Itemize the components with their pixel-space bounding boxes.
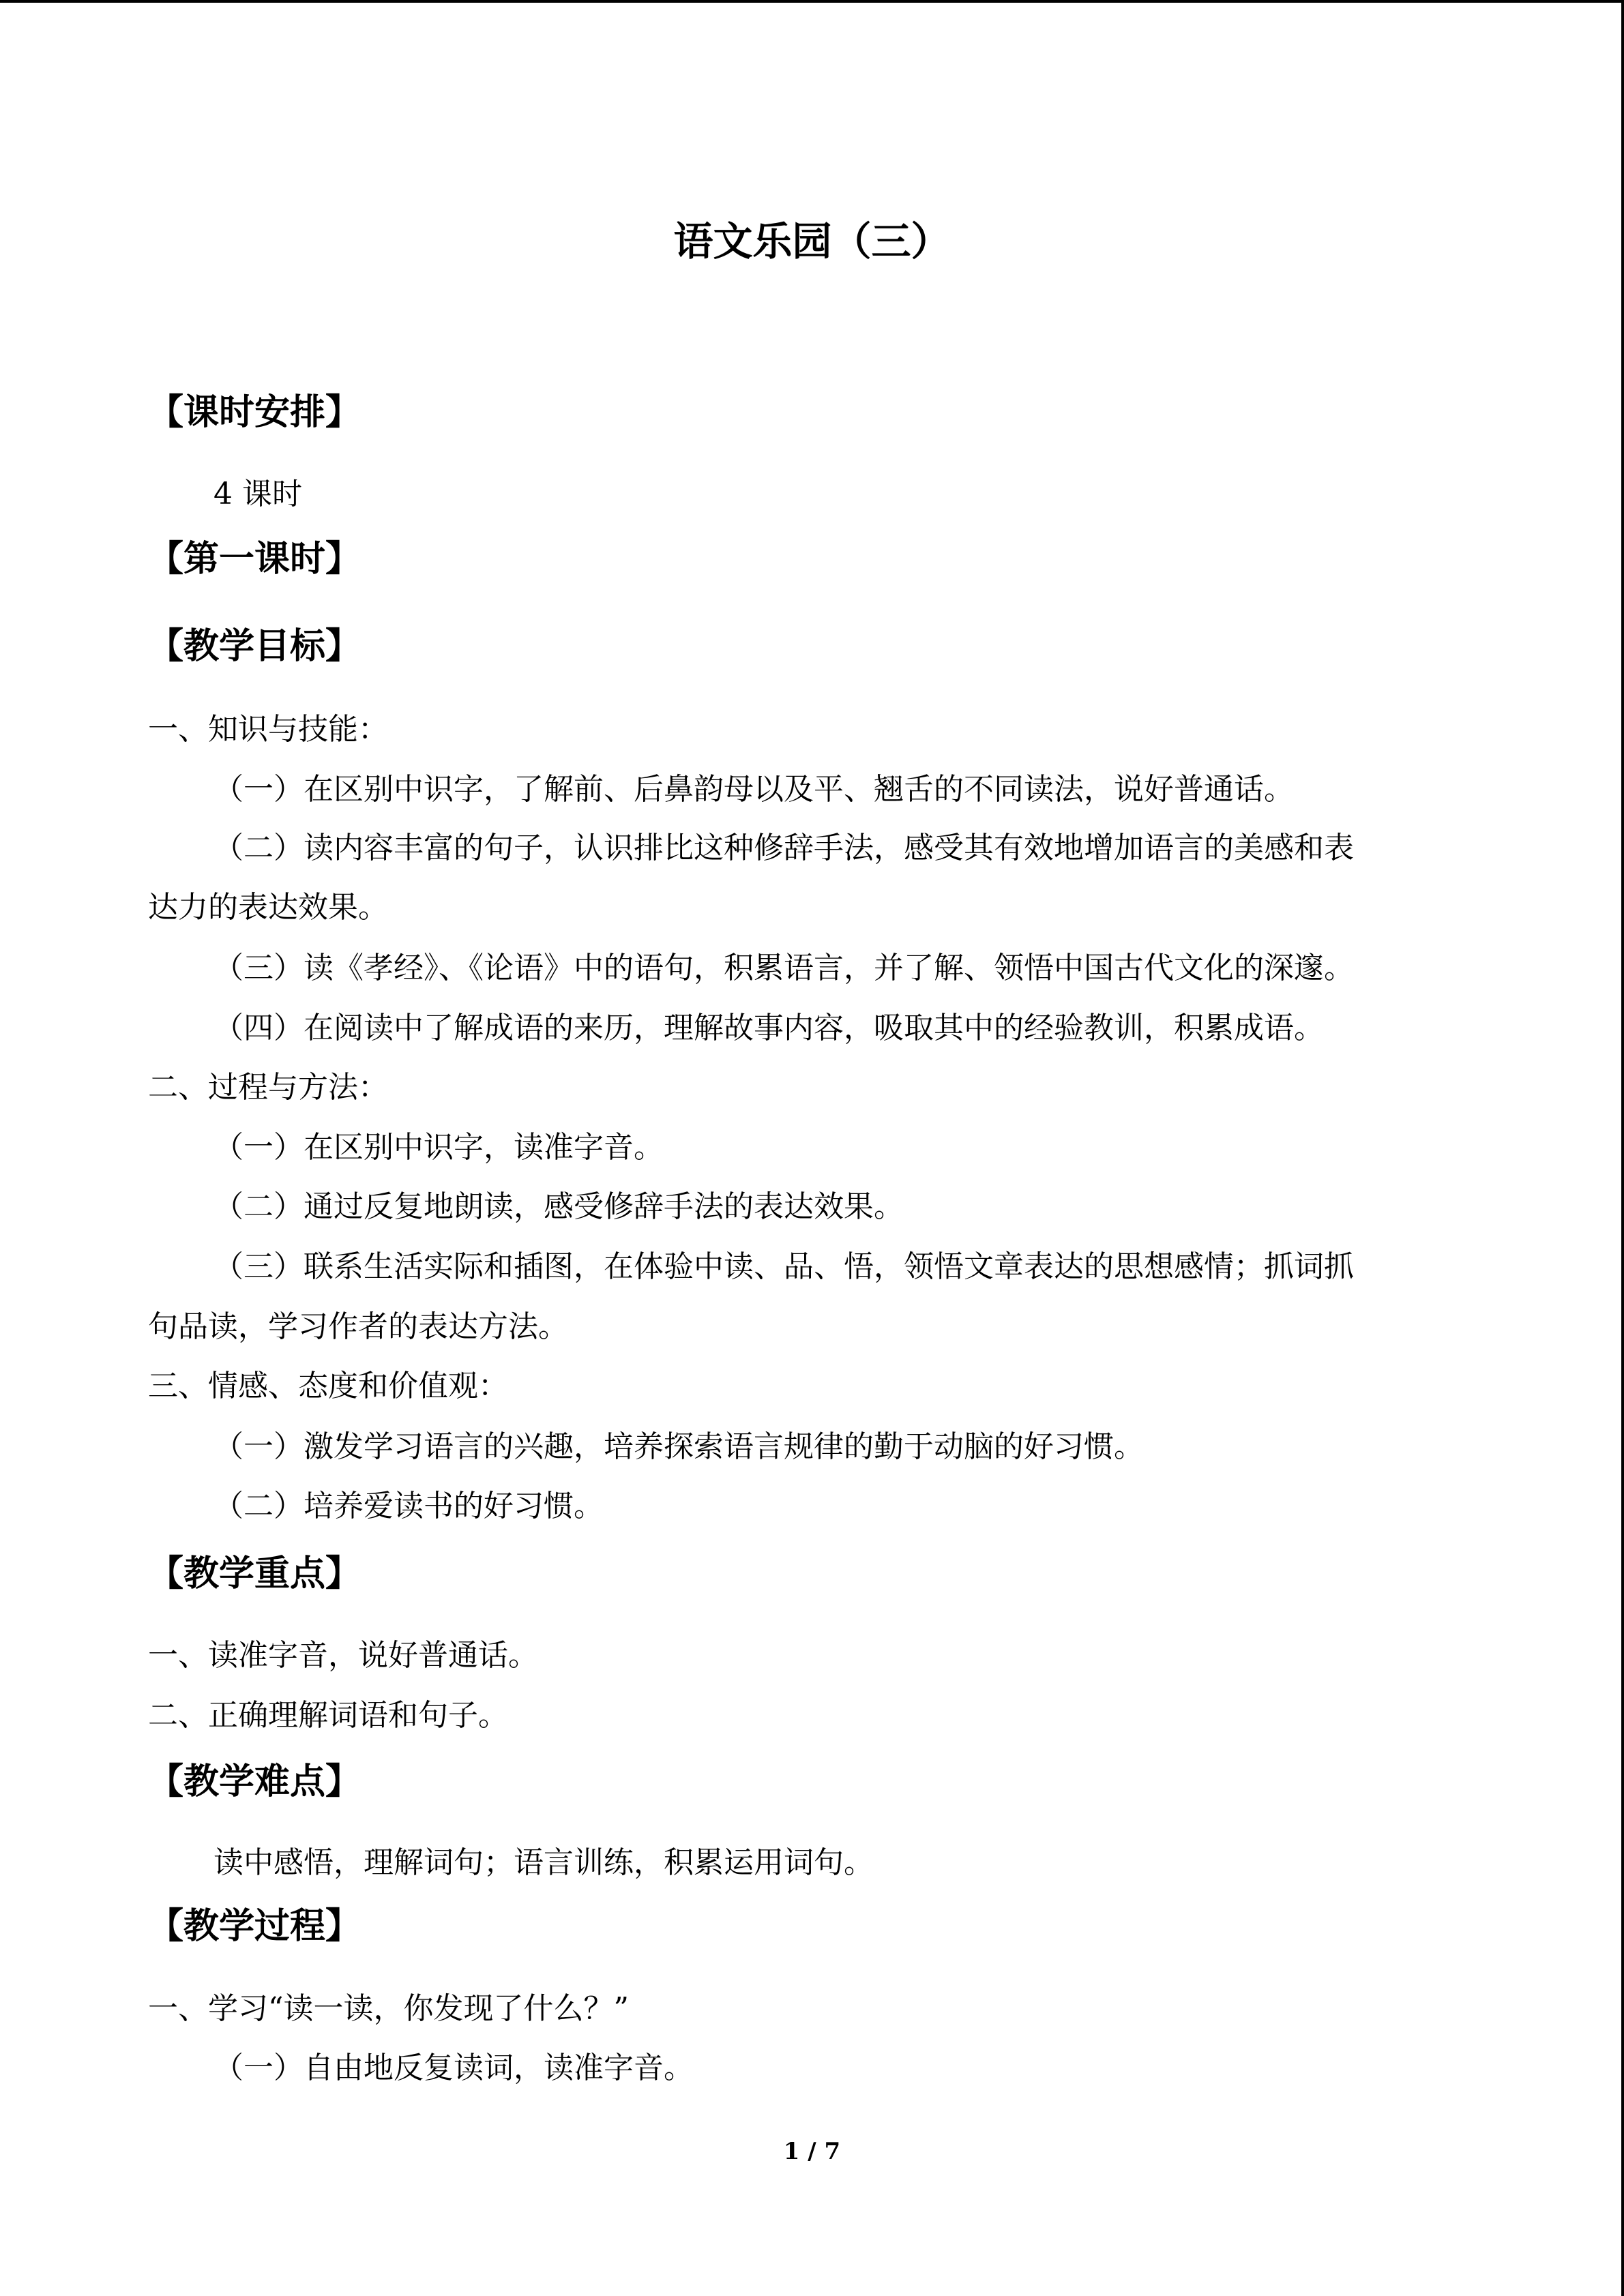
schedule-value: 4 课时 [213, 477, 302, 511]
goal-1-title: 一、知识与技能： [148, 712, 388, 747]
key-point-item: 一、读准字音，说好普通话。 [148, 1638, 538, 1673]
process-substep: （一）自由地反复读词，读准字音。 [213, 2051, 694, 2085]
goal-2-item: （三）联系生活实际和插图，在体验中读、品、悟，领悟文章表达的思想感情；抓词抓 [213, 1249, 1354, 1284]
heading-schedule: 【课时安排】 [148, 392, 361, 433]
page-border-right [1621, 0, 1624, 2296]
heading-process: 【教学过程】 [148, 1906, 361, 1947]
heading-key-points: 【教学重点】 [148, 1553, 361, 1594]
key-point-item: 二、正确理解词语和句子。 [148, 1698, 508, 1733]
page-title: 语文乐园（三） [673, 218, 951, 265]
goal-3-title: 三、情感、态度和价值观： [148, 1369, 508, 1403]
goal-1-item-continued: 达力的表达效果。 [148, 890, 388, 925]
page-number: 1 / 7 [783, 2138, 841, 2165]
difficulties-text: 读中感悟，理解词句；语言训练，积累运用词句。 [213, 1845, 874, 1880]
process-step: 一、学习“读一读，你发现了什么？” [148, 1991, 629, 2026]
goal-3-item: （二）培养爱读书的好习惯。 [213, 1489, 604, 1523]
heading-first-lesson: 【第一课时】 [148, 539, 361, 580]
goal-1-item: （三）读《孝经》、《论语》中的语句，积累语言，并了解、领悟中国古代文化的深邃。 [213, 951, 1354, 985]
goal-2-item: （一）在区别中识字，读准字音。 [213, 1130, 664, 1165]
goal-2-item: （二）通过反复地朗读，感受修辞手法的表达效果。 [213, 1189, 904, 1224]
goal-1-item: （一）在区别中识字，了解前、后鼻韵母以及平、翘舌的不同读法，说好普通话。 [213, 772, 1294, 807]
goal-3-item: （一）激发学习语言的兴趣，培养探索语言规律的勤于动脑的好习惯。 [213, 1429, 1144, 1464]
goal-1-item: （四）在阅读中了解成语的来历，理解故事内容，吸取其中的经验教训，积累成语。 [213, 1011, 1324, 1045]
heading-goals: 【教学目标】 [148, 626, 361, 667]
goal-2-title: 二、过程与方法： [148, 1070, 388, 1105]
goal-2-item-continued: 句品读，学习作者的表达方法。 [148, 1309, 568, 1344]
heading-difficulties: 【教学难点】 [148, 1761, 361, 1802]
page-border-top [0, 0, 1624, 3]
goal-1-item: （二）读内容丰富的句子，认识排比这种修辞手法，感受其有效地增加语言的美感和表 [213, 831, 1354, 865]
